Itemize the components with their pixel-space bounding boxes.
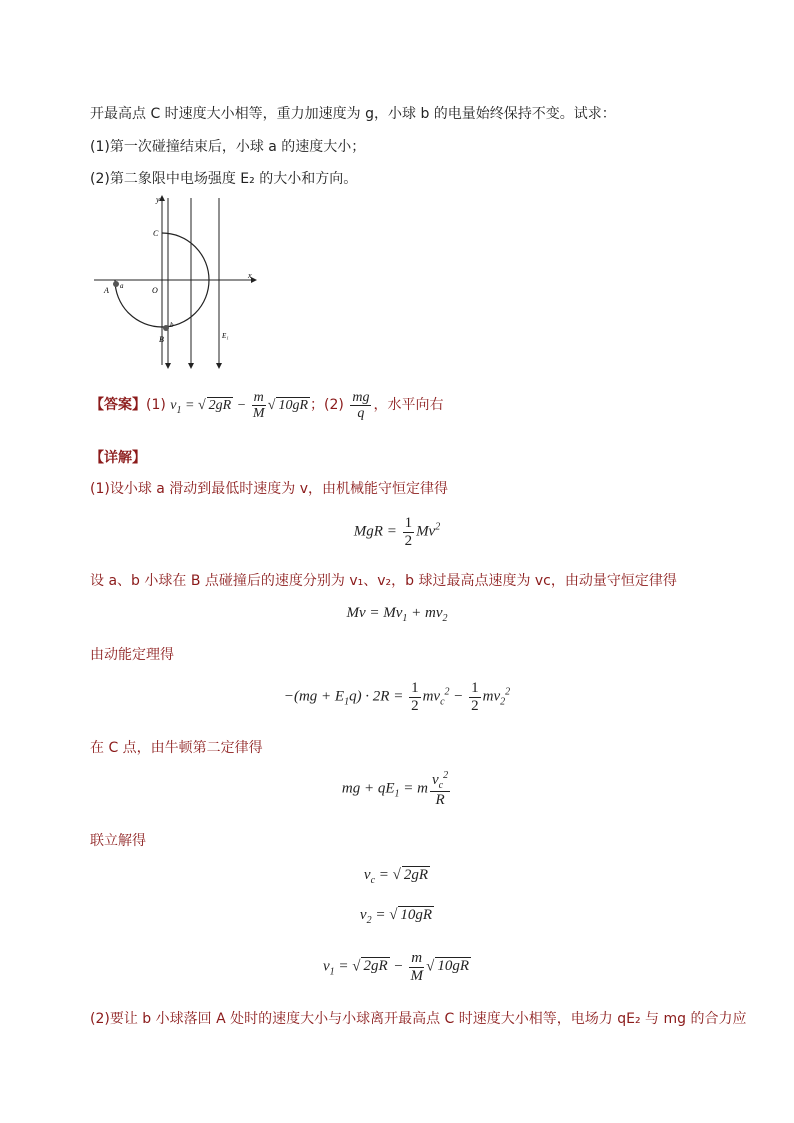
detail-step-6: (2)要让 b 小球落回 A 处时的速度大小与小球离开最高点 C 时速度大小相等，电场力 qE₂ 与 mg 的合力应 (90, 1011, 747, 1027)
answer-tail: ，水平向右 (373, 397, 444, 414)
result-v1: $v_1$ = √ 2gR − $\frac{m}{M}$ √ 10gR (322, 950, 470, 984)
detail-step-1: (1)设小球 a 滑动到最低时速度为 v，由机械能守恒定律得 (90, 481, 449, 497)
answer-part1: (1) (146, 397, 166, 414)
detail-step-2: 设 a、b 小球在 B 点碰撞后的速度分别为 v₁、v₂，b 球过最高点速度为 vc，由动量守恒定律得 (90, 573, 677, 589)
label-A: A (104, 286, 109, 295)
detail-step-3: 由动能定理得 (90, 647, 174, 663)
label-b: b (170, 321, 174, 329)
label-x: x (248, 271, 252, 280)
intro-line: 开最高点 C 时速度大小相等，重力加速度为 g，小球 b 的电量始终保持不变。试求： (90, 106, 616, 122)
physics-diagram (88, 190, 263, 375)
answer-separator: ；(2) (310, 397, 344, 414)
detail-step-4: 在 C 点，由牛顿第二定律得 (90, 740, 263, 756)
equation-energy: MgR = $\frac{1}{2}$ Mv$^2$ (353, 515, 441, 549)
label-C: C (153, 229, 159, 238)
detail-step-5: 联立解得 (90, 833, 146, 849)
ball-b (163, 325, 169, 331)
label-E1: E₁ (222, 332, 229, 340)
equation-kinetic: $-(mg + E_1q) \cdot 2R$ = $\frac{1}{2}$ $mv_c^2$ − $\frac{1}{2}$ $mv_2^2$ (283, 680, 511, 714)
equation-momentum: $Mv = Mv_1 + mv_2$ (346, 605, 448, 624)
answer-line: 【答案】(1) $v_1$ = √ 2gR − $\frac{m}{M}$ √ 10gR ；(2) $\frac{mg}{q}$ ，水平向右 (90, 390, 444, 422)
label-B: B (159, 335, 164, 344)
label-O: O (152, 286, 158, 295)
equation-newton: mg + $qE_1 = m$ $\frac{v_c^2}{R}$ (341, 770, 449, 808)
question-1: (1)第一次碰撞结束后，小球 a 的速度大小； (90, 139, 366, 155)
result-v2: $v_2$ = √ 10gR (359, 907, 433, 926)
label-y: y (156, 195, 160, 204)
question-2: (2)第二象限中电场强度 E₂ 的大小和方向。 (90, 171, 358, 187)
label-a: a (120, 282, 124, 290)
ball-a (113, 281, 119, 287)
result-vc: $v_c$ = √ 2gR (363, 867, 429, 886)
detail-tag: 【详解】 (90, 450, 146, 466)
answer-tag: 【答案】 (90, 397, 146, 414)
